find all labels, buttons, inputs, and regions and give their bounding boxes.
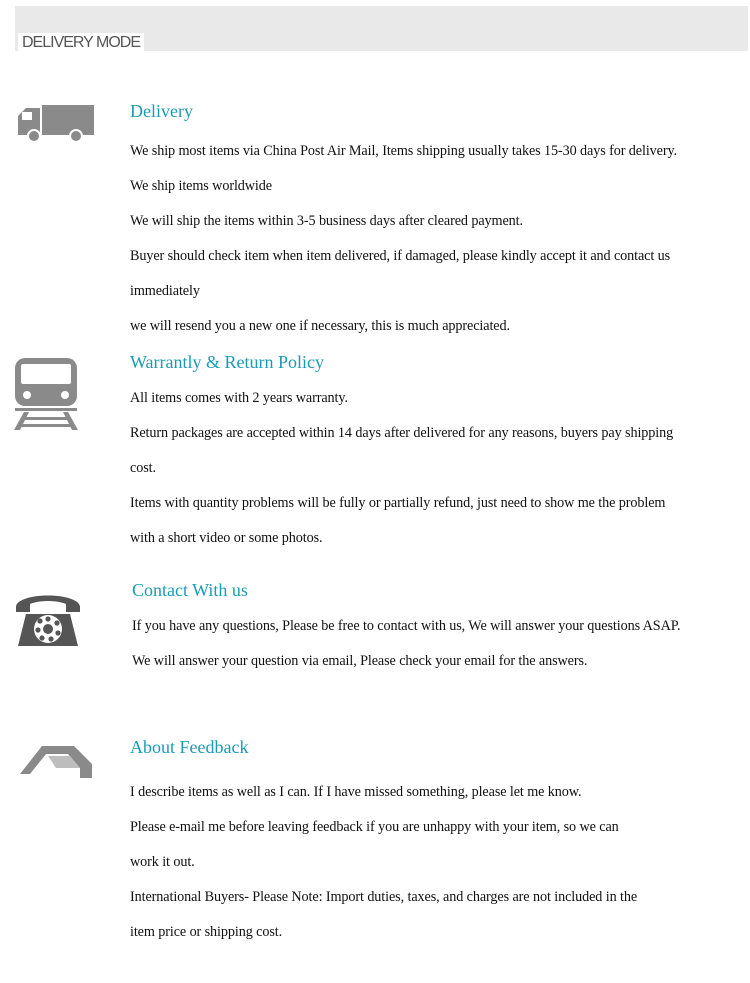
text-line: with a short video or some photos.: [130, 530, 323, 546]
text-line: we will resend you a new one if necessary, this is much appreciated.: [130, 318, 510, 334]
text-line: We will answer your question via email, Please check your email for the answers.: [132, 653, 588, 669]
section-title: Delivery: [130, 101, 193, 121]
text-line: If you have any questions, Please be free to contact with us, We will answer your questions ASAP.: [132, 618, 681, 634]
text-line: Items with quantity problems will be fully or partially refund, just need to show me the problem: [130, 495, 666, 511]
section-title: About Feedback: [130, 737, 249, 757]
telephone-icon: [12, 588, 84, 650]
text-line: Buyer should check item when item delivered, if damaged, please kindly accept it and contact us: [130, 248, 671, 264]
feedback-icon: [18, 742, 94, 778]
text-line: I describe items as well as I can. If I have missed something, please let me know.: [130, 784, 582, 800]
text-line: We will ship the items within 3-5 business days after cleared payment.: [130, 213, 523, 229]
train-icon: [12, 356, 82, 432]
text-line: work it out.: [130, 854, 195, 870]
text-line: cost.: [130, 460, 156, 476]
text-line: We ship most items via China Post Air Mail, Items shipping usually takes 15-30 days for delivery.: [130, 143, 678, 159]
text-line: item price or shipping cost.: [130, 924, 283, 940]
text-line: International Buyers- Please Note: Import duties, taxes, and charges are not included in the: [130, 889, 638, 905]
text-line: Please e-mail me before leaving feedback if you are unhappy with your item, so we can: [130, 819, 619, 835]
section-title: Contact With us: [132, 580, 248, 600]
text-line: immediately: [130, 283, 200, 299]
page-title: DELIVERY MODE: [18, 33, 144, 53]
truck-icon: [16, 104, 96, 144]
text-line: All items comes with 2 years warranty.: [130, 390, 348, 406]
text-line: We ship items worldwide: [130, 178, 272, 194]
text-line: Return packages are accepted within 14 days after delivered for any reasons, buyers pay shipping: [130, 425, 674, 441]
section-title: Warrantly & Return Policy: [130, 352, 325, 372]
